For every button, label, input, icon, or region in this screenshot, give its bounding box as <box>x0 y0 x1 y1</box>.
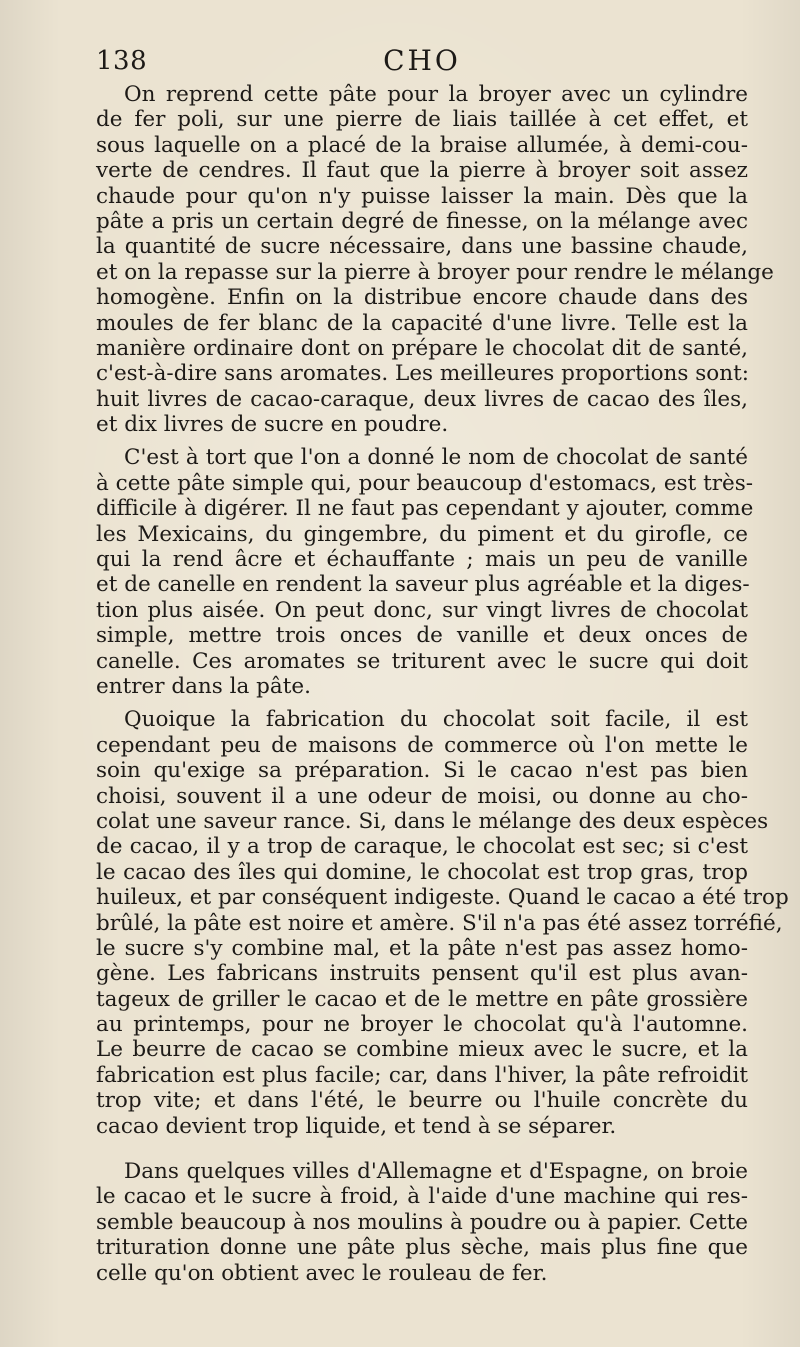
text-line: c'est-à-dire sans aromates. Les meilleures proportions sont: <box>96 361 749 387</box>
paragraph-4 <box>96 1159 748 1286</box>
text-line: au printemps, pour ne broyer le chocolat qu'à l'automne. <box>96 1012 748 1038</box>
text-line: Le beurre de cacao se combine mieux avec le sucre, et la <box>96 1037 748 1063</box>
text-line: le sucre s'y combine mal, et la pâte n'est pas assez homo- <box>96 935 748 961</box>
text-line: C'est à tort que l'on a donné le nom de chocolat de santé <box>124 445 748 471</box>
text-line: trop vite; et dans l'été, le beurre ou l'huile concrète du <box>96 1088 748 1114</box>
text-line: sous laquelle on a placé de la braise allumée, à demi-cou- <box>96 132 748 158</box>
text-line: huit livres de cacao-caraque, deux livres de cacao des îles, <box>96 386 748 412</box>
text-line: qui la rend âcre et échauffante ; mais un peu de vanille <box>96 547 748 573</box>
page-number: 138 <box>96 46 148 76</box>
text-line: gène. Les fabricans instruits pensent qu'il est plus avan- <box>96 961 748 987</box>
paragraph-3 <box>96 707 789 1139</box>
text-line: de fer poli, sur une pierre de liais taillée à cet effet, et <box>96 107 748 133</box>
text-line: On reprend cette pâte pour la broyer avec un cylindre <box>124 82 748 107</box>
paragraph-2 <box>96 445 754 699</box>
text-line: moules de fer blanc de la capacité d'une livre. Telle est la <box>96 310 748 336</box>
paragraph-1 <box>96 82 774 438</box>
text-line: entrer dans la pâte. <box>96 673 311 699</box>
running-head: CHO <box>383 44 461 77</box>
paragraph-gap <box>96 1147 748 1159</box>
text-line: colat une saveur rance. Si, dans le mélange des deux espèces <box>96 808 769 834</box>
text-line: de cacao, il y a trop de caraque, le chocolat est sec; si c'est <box>96 834 748 860</box>
text-line: et de canelle en rendent la saveur plus agréable et la diges- <box>96 572 750 598</box>
page-body <box>96 82 789 1294</box>
text-line: canelle. Ces aromates se triturent avec le sucre qui doit <box>96 648 748 674</box>
text-line: pâte a pris un certain degré de finesse, on la mélange avec <box>96 208 748 234</box>
text-line: verte de cendres. Il faut que la pierre à broyer soit assez <box>96 158 748 184</box>
text-line: la quantité de sucre nécessaire, dans une bassine chaude, <box>96 234 748 260</box>
text-line: les Mexicains, du gingembre, du piment et du girofle, ce <box>96 521 748 547</box>
text-line: homogène. Enfin on la distribue encore chaude dans des <box>96 285 748 311</box>
text-line: chaude pour qu'on n'y puisse laisser la main. Dès que la <box>96 183 748 209</box>
text-line: tageux de griller le cacao et de le mettre en pâte grossière <box>96 986 748 1012</box>
text-line: difficile à digérer. Il ne faut pas cependant y ajouter, comme <box>96 496 754 522</box>
text-line: le cacao des îles qui domine, le chocolat est trop gras, trop <box>96 859 748 885</box>
text-line: Quoique la fabrication du chocolat soit facile, il est <box>124 707 748 733</box>
text-line: soin qu'exige sa préparation. Si le cacao n'est pas bien <box>96 758 748 784</box>
text-line: et dix livres de sucre en poudre. <box>96 412 449 438</box>
text-line: manière ordinaire dont on prépare le chocolat dit de santé, <box>96 335 748 361</box>
text-line: fabrication est plus facile; car, dans l'hiver, la pâte refroidit <box>96 1062 748 1088</box>
text-line: cacao devient trop liquide, et tend à se séparer. <box>96 1113 617 1139</box>
text-line: le cacao et le sucre à froid, à l'aide d'une machine qui res- <box>96 1184 748 1210</box>
text-line: cependant peu de maisons de commerce où l'on mette le <box>96 732 748 758</box>
text-line: semble beaucoup à nos moulins à poudre ou à papier. Cette <box>96 1209 748 1235</box>
text-line: simple, mettre trois onces de vanille et deux onces de <box>96 623 748 649</box>
text-line: et on la repasse sur la pierre à broyer pour rendre le mélange <box>96 259 774 285</box>
text-line: tion plus aisée. On peut donc, sur vingt livres de chocolat <box>96 597 748 623</box>
text-line: trituration donne une pâte plus sèche, mais plus fine que <box>96 1235 748 1261</box>
text-line: à cette pâte simple qui, pour beaucoup d'estomacs, est très- <box>96 470 754 496</box>
text-line: huileux, et par conséquent indigeste. Quand le cacao a été trop <box>96 885 789 911</box>
text-line: celle qu'on obtient avec le rouleau de fer. <box>96 1260 548 1286</box>
page-header <box>96 44 748 78</box>
text-line: choisi, souvent il a une odeur de moisi, ou donne au cho- <box>96 783 748 809</box>
text-line: Dans quelques villes d'Allemagne et d'Espagne, on broie <box>124 1159 748 1185</box>
text-line: brûlé, la pâte est noire et amère. S'il n'a pas été assez torréfié, <box>96 910 783 936</box>
